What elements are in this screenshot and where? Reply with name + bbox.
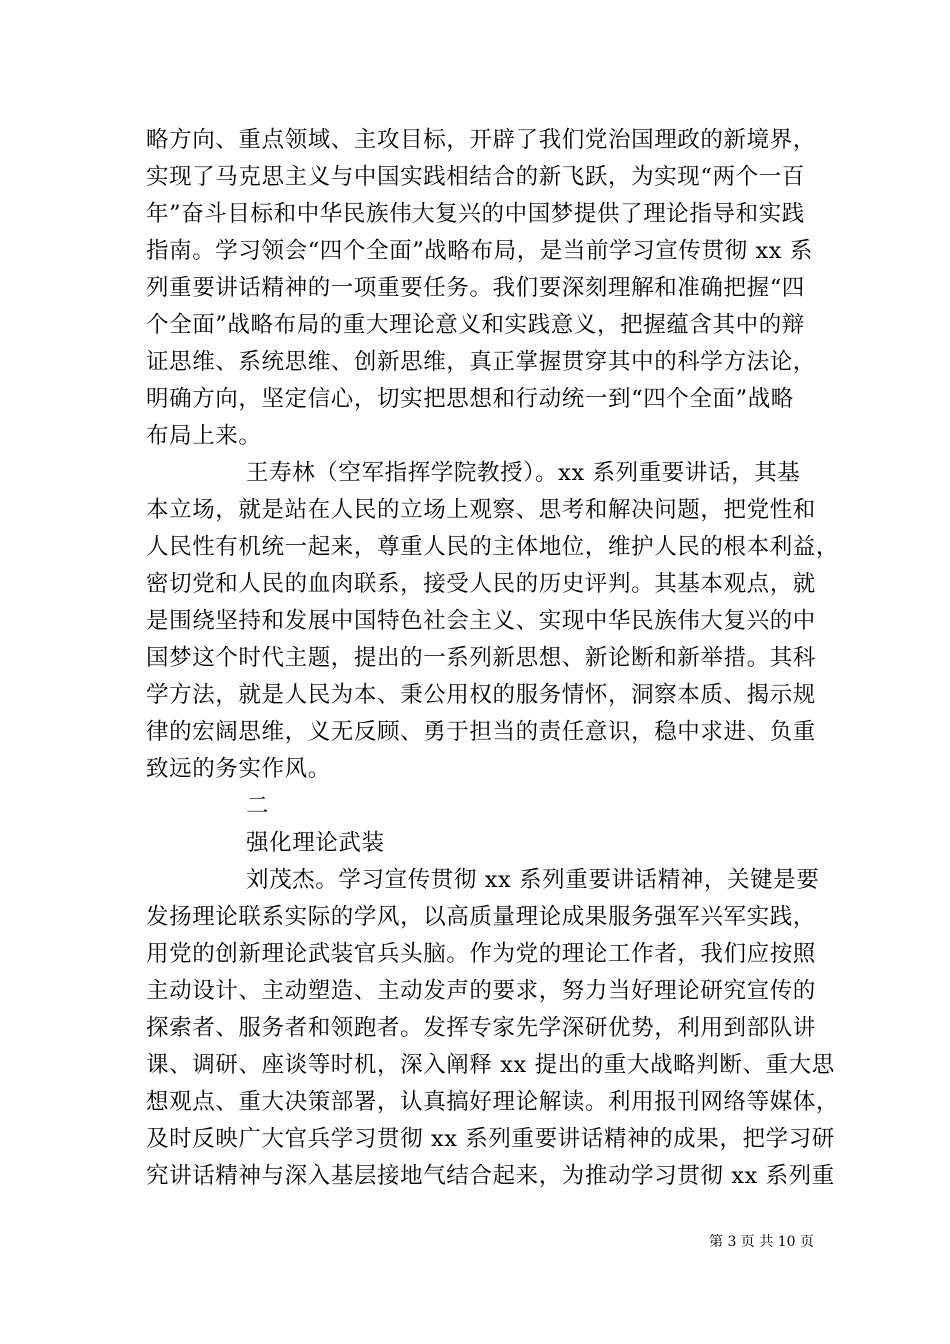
text-line: 及时反映广大官兵学习贯彻 xx 系列重要讲话精神的成果，把学习研 [146,1126,835,1152]
text-line: 实现了马克思主义与中国实践相结合的新飞跃，为实现“两个一百 [146,164,805,190]
text-line: 是围绕坚持和发展中国特色社会主义、实现中华民族伟大复兴的中 [146,608,816,634]
text-line: 探索者、服务者和领跑者。发挥专家先学深研优势，利用到部队讲 [146,1015,816,1041]
text-line: 密切党和人民的血肉联系，接受人民的历史评判。其基本观点，就 [146,571,816,597]
text-line: 年”奋斗目标和中华民族伟大复兴的中国梦提供了理论指导和实践 [146,201,805,227]
text-line: 用党的创新理论武装官兵头脑。作为党的理论工作者，我们应按照 [146,941,816,967]
text-line: 列重要讲话精神的一项重要任务。我们要深刻理解和准确把握“四 [146,275,805,301]
text-line: 明确方向，坚定信心，切实把思想和行动统一到“四个全面”战略 [146,386,794,412]
text-line: 致远的务实作风。 [146,756,331,782]
text-line: 学方法，就是人民为本、秉公用权的服务情怀，洞察本质、揭示规 [146,682,816,708]
text-line: 主动设计、主动塑造、主动发声的要求，努力当好理论研究宣传的 [146,978,816,1004]
text-line: 发扬理论联系实际的学风，以高质量理论成果服务强军兴军实践， [146,904,816,930]
paragraph-start-line: 刘茂杰。学习宣传贯彻 xx 系列重要讲话精神，关键是要 [246,867,820,893]
text-line: 略方向、重点领域、主攻目标，开辟了我们党治国理政的新境界， [146,127,816,153]
text-line: 究讲话精神与深入基层接地气结合起来，为推动学习贯彻 xx 系列重 [146,1163,835,1189]
text-line: 律的宏阔思维，义无反顾、勇于担当的责任意识，稳中求进、负重 [146,719,816,745]
text-line: 课、调研、座谈等时机，深入阐释 xx 提出的重大战略判断、重大思 [146,1052,835,1078]
page-footer: 第 3 页 共 10 页 [709,1234,814,1250]
text-line: 指南。学习领会“四个全面”战略布局，是当前学习宣传贯彻 xx 系 [146,238,813,264]
text-line: 本立场，就是站在人民的立场上观察、思考和解决问题，把党性和 [146,497,816,523]
text-line: 国梦这个时代主题，提出的一系列新思想、新论断和新举措。其科 [146,645,816,671]
text-line: 证思维、系统思维、创新思维，真正掌握贯穿其中的科学方法论， [146,349,816,375]
paragraph-start-line: 王寿林（空军指挥学院教授）。xx 系列重要讲话，其基 [246,460,801,486]
text-line: 人民性有机统一起来，尊重人民的主体地位，维护人民的根本利益， [146,534,840,560]
text-line: 个全面”战略布局的重大理论意义和实践意义，把握蕴含其中的辩 [146,312,805,338]
section-number: 二 [246,793,270,819]
section-heading: 强化理论武装 [246,830,385,856]
text-line: 布局上来。 [146,423,262,449]
text-line: 想观点、重大决策部署，认真搞好理论解读。利用报刊网络等媒体， [146,1089,840,1115]
